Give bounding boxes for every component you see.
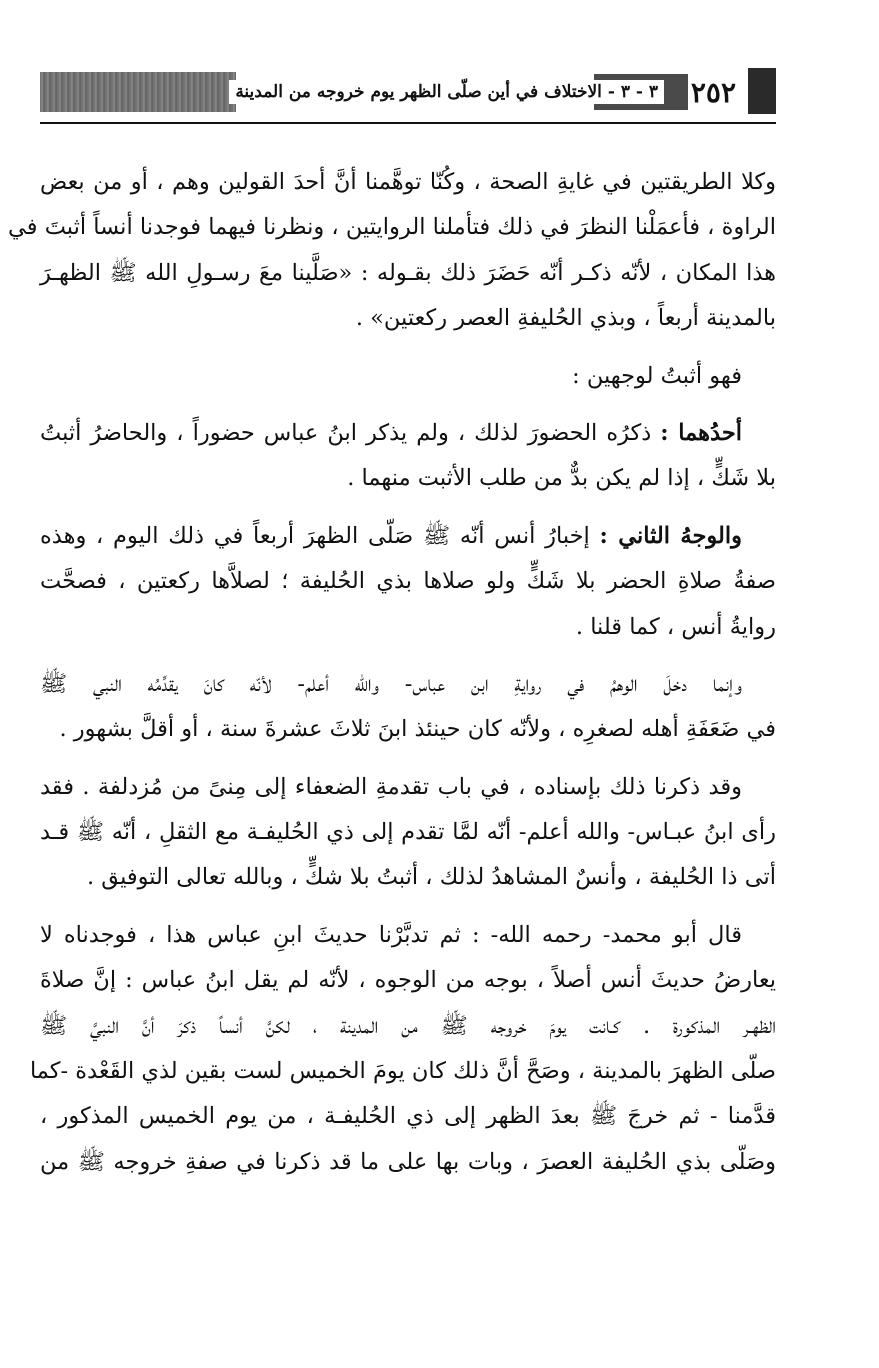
text-line: وقد ذكرنا ذلك بإسناده ، في باب تقدمةِ الضعفاء إلى مِنىً من مُزدلفة . فقد xyxy=(40,773,742,800)
text-line: وإنما دخلَ الوهمُ في روايةِ ابن عباس- والله أعلم- لأنّه كانَ يقدِّمُه النبي ﷺ xyxy=(40,670,742,697)
paragraph xyxy=(40,765,776,901)
paragraph-lead: والوجهُ الثاني : xyxy=(599,522,742,549)
text-line: روايةُ أنس ، كما قلنا . xyxy=(575,613,776,640)
paragraph xyxy=(29,913,776,1185)
text-line: الظهـر المذكورة . كـانت يومَ خروجه ﷺ من المدينة ، لكنَّ أنساً ذكرَ أنَّ النبيَّ ﷺ xyxy=(40,1012,776,1039)
text-line: فهو أثبتُ لوجهين : xyxy=(572,362,742,389)
header-rule xyxy=(40,122,776,124)
paragraph-lead: أحدُهما : xyxy=(660,419,742,446)
paragraph-gap xyxy=(40,753,776,765)
text-line: أتى ذا الحُليفة ، وأنسٌ المشاهدُ لذلك ، أثبتُ بلا شكٍّ ، وبالله تعالى التوفيق . xyxy=(87,864,776,891)
header-ornament-bar xyxy=(40,72,236,112)
page-number: ٢٥٢ xyxy=(690,76,736,109)
paragraph xyxy=(40,411,776,502)
paragraph-gap xyxy=(40,342,776,354)
text-line: وكلا الطريقتين في غايةِ الصحة ، وكُنّا توهَّمنا أنَّ أحدَ القولين وهم ، أو من بعض xyxy=(40,169,776,195)
header-title: ٣ - ٣ - الاختلاف في أين صلّى الظهر يوم خروجه من المدينة xyxy=(229,80,664,104)
paragraph-gap xyxy=(40,901,776,913)
text-line: قدَّمنا - ثم خرجَ ﷺ بعدَ الظهر إلى ذي الحُليفـة ، من يوم الخميس المذكور ، xyxy=(40,1103,776,1130)
text-run: ذكرُه الحضورَ لذلك ، ولم يذكر ابنُ عباس حضوراً ، والحاضرُ أثبتُ xyxy=(40,419,652,446)
header-corner-block xyxy=(748,68,776,114)
text-line: رأى ابنُ عبـاس- والله أعلم- أنّه لمَّا تقدم إلى ذي الحُليفـة مع الثقلِ ، أنّه ﷺ قـد xyxy=(40,819,776,846)
paragraph xyxy=(40,354,776,399)
text-line: صلّى الظهرَ بالمدينة ، وصَحَّ أنَّ ذلك كان يومَ الخميس لست بقين لذي القَعْدة -كما xyxy=(29,1058,776,1085)
text-line xyxy=(40,514,776,559)
paragraph xyxy=(8,160,776,342)
paragraph-gap xyxy=(40,650,776,662)
text-line: في ضَعَفَةِ أهله لصغرِه ، ولأنّه كان حينئذ ابنَ ثلاثَ عشرةَ سنة ، أو أقلَّ بشهور . xyxy=(59,716,776,743)
body-text xyxy=(8,160,776,1185)
text-line: بالمدينة أربعاً ، وبذي الحُليفةِ العصر ركعتين» . xyxy=(355,305,776,332)
text-run: إخبارُ أنس أنّه ﷺ صَلّى الظهرَ أربعاً في ذلك اليوم ، وهذه xyxy=(40,522,590,549)
text-line: الراوة ، فأعمَلْنا النظرَ في ذلك فتأملنا الروايتين ، ونظرنا فيهما فوجدنا أنساً أثبتَ في xyxy=(8,214,776,241)
paragraph-gap xyxy=(40,502,776,514)
paragraph-gap xyxy=(40,399,776,411)
text-line: قال أبو محمد- رحمه الله- : ثم تدبَّرْنا حديثَ ابنِ عباس هذا ، فوجدناه لا xyxy=(40,921,742,948)
text-line xyxy=(40,411,776,456)
text-line: يعارضُ حديثَ أنس أصلاً ، بوجه من الوجوه ، لأنّه لم يقل ابنُ عباس : إنَّ صلاةَ xyxy=(40,967,776,994)
paragraph xyxy=(40,662,776,753)
text-line: صفةُ صلاةِ الحضر بلا شَكٍّ ولو صلاها بذي الحُليفة ؛ لصلاَّها ركعتين ، فصحَّت xyxy=(40,568,776,595)
text-line: وصَلّى بذي الحُليفة العصرَ ، وبات بها على ما قد ذكرنا في صفةِ خروجه ﷺ من xyxy=(40,1148,776,1175)
text-line: بلا شَكٍّ ، إذا لم يكن بدٌّ من طلب الأثبت منهما . xyxy=(347,465,776,492)
paragraph xyxy=(40,514,776,650)
text-line: هذا المكان ، لأنّه ذكـر أنّه حَضَرَ ذلك بقـوله : «صَلَّينا معَ رسـولِ الله ﷺ الظهـرَ xyxy=(40,259,776,286)
running-header xyxy=(40,64,776,120)
